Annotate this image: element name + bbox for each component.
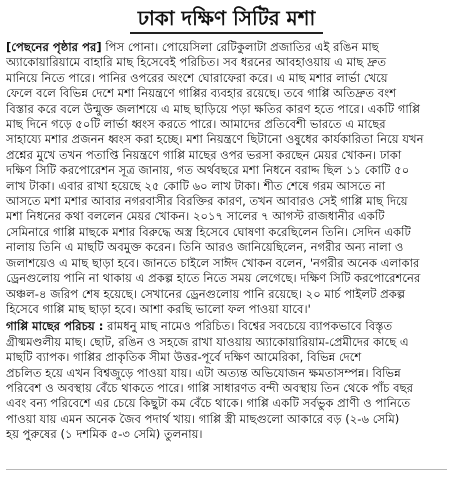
bottom-rule [6,469,447,470]
body-line-2: অ্যাকোয়ারিয়ামে বাহারি মাছ হিসেবেই পরিচিত। সব ধরনের আবহাওয়ায় এ মাছ দ্রুত [6,55,387,70]
headline-wrap [6,6,447,34]
body-line-17: অঞ্চল-৪ জরিপ শেষ হয়েছে। সেখানের ড্রেনগুলোয় পানি রয়েছে। ২০ মার্চ পাইলট প্রকল্প [6,286,406,301]
body-line-5: বিস্তার করে বলে উন্মুক্ত জলাশয়ে এ মাছ ছাড়িয়ে পড়া ক্ষতির কারণ হতে পারে। একটি গাপ্পি [6,101,420,116]
body-line-7: সাহায্যে মশার প্রজনন ধ্বংস করা হচ্ছে। মশা নিয়ন্ত্রণে ছিটানো ওষুধের কার্যকারিতা নিয়ে যখন [6,132,424,147]
body-line-13: সেমিনারে গাপ্পি মাছকে মশার বিরুদ্ধে অস্ত্র হিসেবে ঘোষণা করেছিলেন তিনি। সেদিন একটি [6,224,411,239]
body-line-16: ড্রেনগুলোয় পানি না থাকায় এ প্রকল্প হাতে নিতে সময় লেগেছে। দক্ষিণ সিটি করপোরেশনের [6,271,421,286]
article-body [6,40,447,443]
body-line-8: প্রশ্নের মুখে তখন পতাপ্তি নিয়ন্ত্রণে গাপ্পি মাছের ওপর ভরসা করছেন মেয়র খোকন। ঢাকা [6,147,402,162]
body-line-24: এবং বন্য পরিবেশে এর চেয়ে কিছুটা কম বেঁচে থাকে। গাপ্পি একটি সর্বভুক প্রাণী ও পানিতে [6,396,411,411]
headline: ঢাকা দক্ষিণ সিটির মশা [130,6,324,34]
body-line-12: মশা নিধনের কথা বললেন মেয়র খোকন। ২০১৭ সালের ৭ আগস্ট রাজধানীর একটি [6,209,385,224]
body-line-18: হিসেবে গাপ্পি মাছ ছাড়া হবে। আশা করছি ভালো ফল পাওয়া যাবে।' [6,301,311,316]
body-line-22: প্রচলিত হয়ে এখন বিশ্বজুড়ে পাওয়া যায়। এটা অত্যন্ত অভিযোজন ক্ষমতাসম্পন্ন। বিভিন্ন [6,365,401,380]
body-line-14: নালায় তিনি এ মাছটি অবমুক্ত করেন। তিনি আরও জানিয়েছিলেন, নগরীর অন্য নালা ও [6,240,404,255]
section-label: গাপ্পি মাছের পরিচয় : [6,319,104,334]
body-line-20: গ্রীষ্মমণ্ডলীয় মাছ। ছোট, রঙিন ও সহজে রাখা যাওয়ায় অ্যাকোয়ারিয়াম-প্রেমীদের কাছে এ [6,334,409,349]
body-line-1 [6,40,447,55]
body-line-23: পরিবেশ ও অবস্থায় বেঁচে থাকতে পারে। গাপ্পি সাধারণত বন্দী অবস্থায় তিন থেকে পাঁচ বছর [6,380,413,395]
body-line-15: জলাশয়েও এ মাছ ছাড়া হবে। জানতে চাইলে সাঈদ খোকন বলেন, 'নগরীর অনেক এলাকার [6,255,420,270]
lead-label: [পেছনের পৃষ্ঠার পর] [6,40,102,54]
body-line-9: দক্ষিণ সিটি করপোরেশন সূত্র জানায়, গত অর্থবছরে মশা নিধনে বরাদ্দ ছিল ১১ কোটি ৫০ [6,163,410,178]
body-line-11: আসতে মশা মশার আবার নগরবাসীর বিরক্তির কারণ, তখন আবারও সেই গাপ্পি মাছ দিয়ে [6,194,408,209]
body-line-3: মানিয়ে নিতে পারে। পানির ওপরের অংশে ঘোরাফেরা করে। এ মাছ মশার লার্ভা খেয়ে [6,70,388,85]
guppy-intro-line [6,319,447,334]
body-line-4: ফেলে বলে বিভিন্ন দেশে মশা নিয়ন্ত্রণে গাপ্পির ব্যবহার রয়েছে। তবে গাপ্পি অতিদ্রুত বংশ [6,86,397,101]
body-line-1-text: পিস পোনা। পোয়েসিলা রেটিকুলাটা প্রজাতির এই রঙিন মাছ [101,40,379,54]
guppy-intro-text: রামধনু মাছ নামেও পরিচিত। বিশ্বের সবচেয়ে ব্যাপকভাবে বিস্তৃত [103,319,393,334]
body-line-10: লাখ টাকা। এবার রাখা হয়েছে ২৫ কোটি ৬০ লাখ টাকা। শীত শেষে গরম আসতে না [6,178,386,193]
body-line-26: হয় পুরুষের (১ দশমিক ৫-৩ সেমি) তুলনায়। [6,427,203,442]
body-line-6: মাছ দিনে গড়ে ৫০টি লার্ভা ধ্বংস করতে পারে। আমাদের প্রতিবেশী ভারতে এ মাছের [6,117,386,132]
body-line-25: পাওয়া যায় এমন অনেক জৈব পদার্থ খায়। গাপ্পি স্ত্রী মাছগুলো আকারে বড় (২-৬ সেমি) [6,411,400,426]
body-line-21: মাছটি ব্যাপক। গাপ্পির প্রাকৃতিক সীমা উত্তর-পূর্বে দক্ষিণ আমেরিকা, বিভিন্ন দেশে [6,350,362,365]
